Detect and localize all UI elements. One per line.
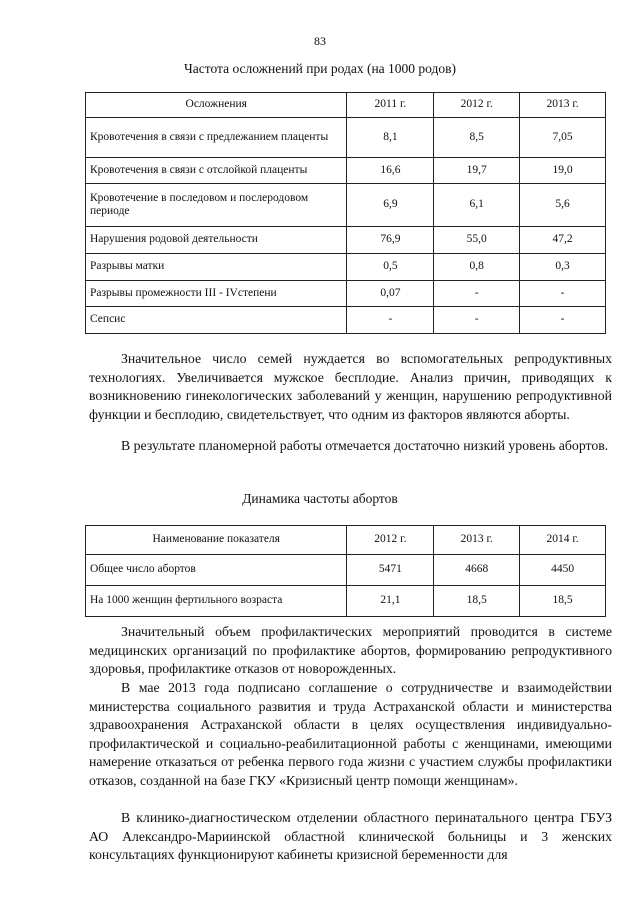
table-cell: 5,6	[520, 184, 606, 227]
table-cell: Кровотечение в последовом и послеродовом периоде	[86, 184, 347, 227]
table-cell: 6,9	[347, 184, 434, 227]
table-cell: -	[434, 307, 520, 334]
table-cell: 18,5	[434, 586, 520, 617]
table-cell: Разрывы матки	[86, 254, 347, 281]
table-cell: 0,3	[520, 254, 606, 281]
table-cell: 0,07	[347, 281, 434, 307]
table-row	[86, 254, 606, 281]
table-row	[86, 307, 606, 334]
table-row	[86, 555, 606, 586]
paragraph: В мае 2013 года подписано соглашение о сотрудничестве и взаимодействии министерства социального развития и труда Астраханской области и министерства здравоохранения Астраханской области в целях осуществления индивидуально-профилактической и социально-реабилитационной работы с женщинами, имеющими намерение отказаться от ребенка первого года жизни с участием службы профилактики отказов, созданной на базе ГКУ «Кризисный центр помощи женщинам».	[89, 680, 612, 788]
paragraph: Значительное число семей нуждается во вспомогательных репродуктивных технологиях. Увеличивается мужское бесплодие. Анализ причин, приводящих к возникновению гинекологических заболеваний у женщин, нарушению репродуктивной функции и бесплодию, свидетельствует, что одним из факторов являются аборты.	[89, 351, 612, 422]
table-cell: 18,5	[520, 586, 606, 617]
table-row	[86, 227, 606, 254]
table-cell: 0,8	[434, 254, 520, 281]
table-cell: -	[347, 307, 434, 334]
column-header: Осложнения	[86, 93, 347, 118]
complications-table	[85, 92, 606, 334]
paragraph: Значительный объем профилактических мероприятий проводится в системе медицинских организаций по профилактике абортов, формированию репродуктивного здоровья, профилактике отказов от новорожденных.	[89, 624, 612, 677]
table-cell: 8,1	[347, 118, 434, 158]
table-cell: 16,6	[347, 158, 434, 184]
table-cell: На 1000 женщин фертильного возраста	[86, 586, 347, 617]
table-cell: 21,1	[347, 586, 434, 617]
paragraph: В результате планомерной работы отмечается достаточно низкий уровень абортов.	[121, 438, 609, 453]
table-cell: 8,5	[434, 118, 520, 158]
column-header: 2011 г.	[347, 93, 434, 118]
table-cell: 6,1	[434, 184, 520, 227]
table-cell: Нарушения родовой деятельности	[86, 227, 347, 254]
table-cell: 19,7	[434, 158, 520, 184]
table-cell: 4450	[520, 555, 606, 586]
column-header: 2012 г.	[347, 526, 434, 555]
table-header-row	[86, 93, 606, 118]
page-number: 83	[314, 34, 326, 48]
table-cell: Сепсис	[86, 307, 347, 334]
table-row	[86, 184, 606, 227]
table-cell: 55,0	[434, 227, 520, 254]
column-header: 2013 г.	[434, 526, 520, 555]
column-header: Наименование показателя	[86, 526, 347, 555]
table-row	[86, 158, 606, 184]
table-row	[86, 118, 606, 158]
table-cell: Общее число абортов	[86, 555, 347, 586]
table-header-row	[86, 526, 606, 555]
table1-caption: Частота осложнений при родах (на 1000 родов)	[183, 61, 457, 76]
table-cell: 7,05	[520, 118, 606, 158]
table-row	[86, 586, 606, 617]
table-cell: 47,2	[520, 227, 606, 254]
paragraph: В клинико-диагностическом отделении областного перинатального центра ГБУЗ АО Александро-Мариинской областной клинической больницы и 3 женских консультациях функционируют кабинеты кризисной беременности для	[89, 810, 612, 863]
table-cell: 76,9	[347, 227, 434, 254]
abortion-dynamics-table	[85, 525, 606, 617]
table-cell: Кровотечения в связи с отслойкой плаценты	[86, 158, 347, 184]
table-cell: 5471	[347, 555, 434, 586]
table-row	[86, 281, 606, 307]
table-cell: Разрывы промежности III - IVстепени	[86, 281, 347, 307]
table-cell: -	[520, 307, 606, 334]
table2-caption: Динамика частоты абортов	[242, 491, 398, 506]
table-cell: -	[520, 281, 606, 307]
column-header: 2014 г.	[520, 526, 606, 555]
table-cell: 0,5	[347, 254, 434, 281]
table-cell: 4668	[434, 555, 520, 586]
table-cell: Кровотечения в связи с предлежанием плаценты	[86, 118, 347, 158]
column-header: 2013 г.	[520, 93, 606, 118]
column-header: 2012 г.	[434, 93, 520, 118]
table-cell: -	[434, 281, 520, 307]
table-cell: 19,0	[520, 158, 606, 184]
